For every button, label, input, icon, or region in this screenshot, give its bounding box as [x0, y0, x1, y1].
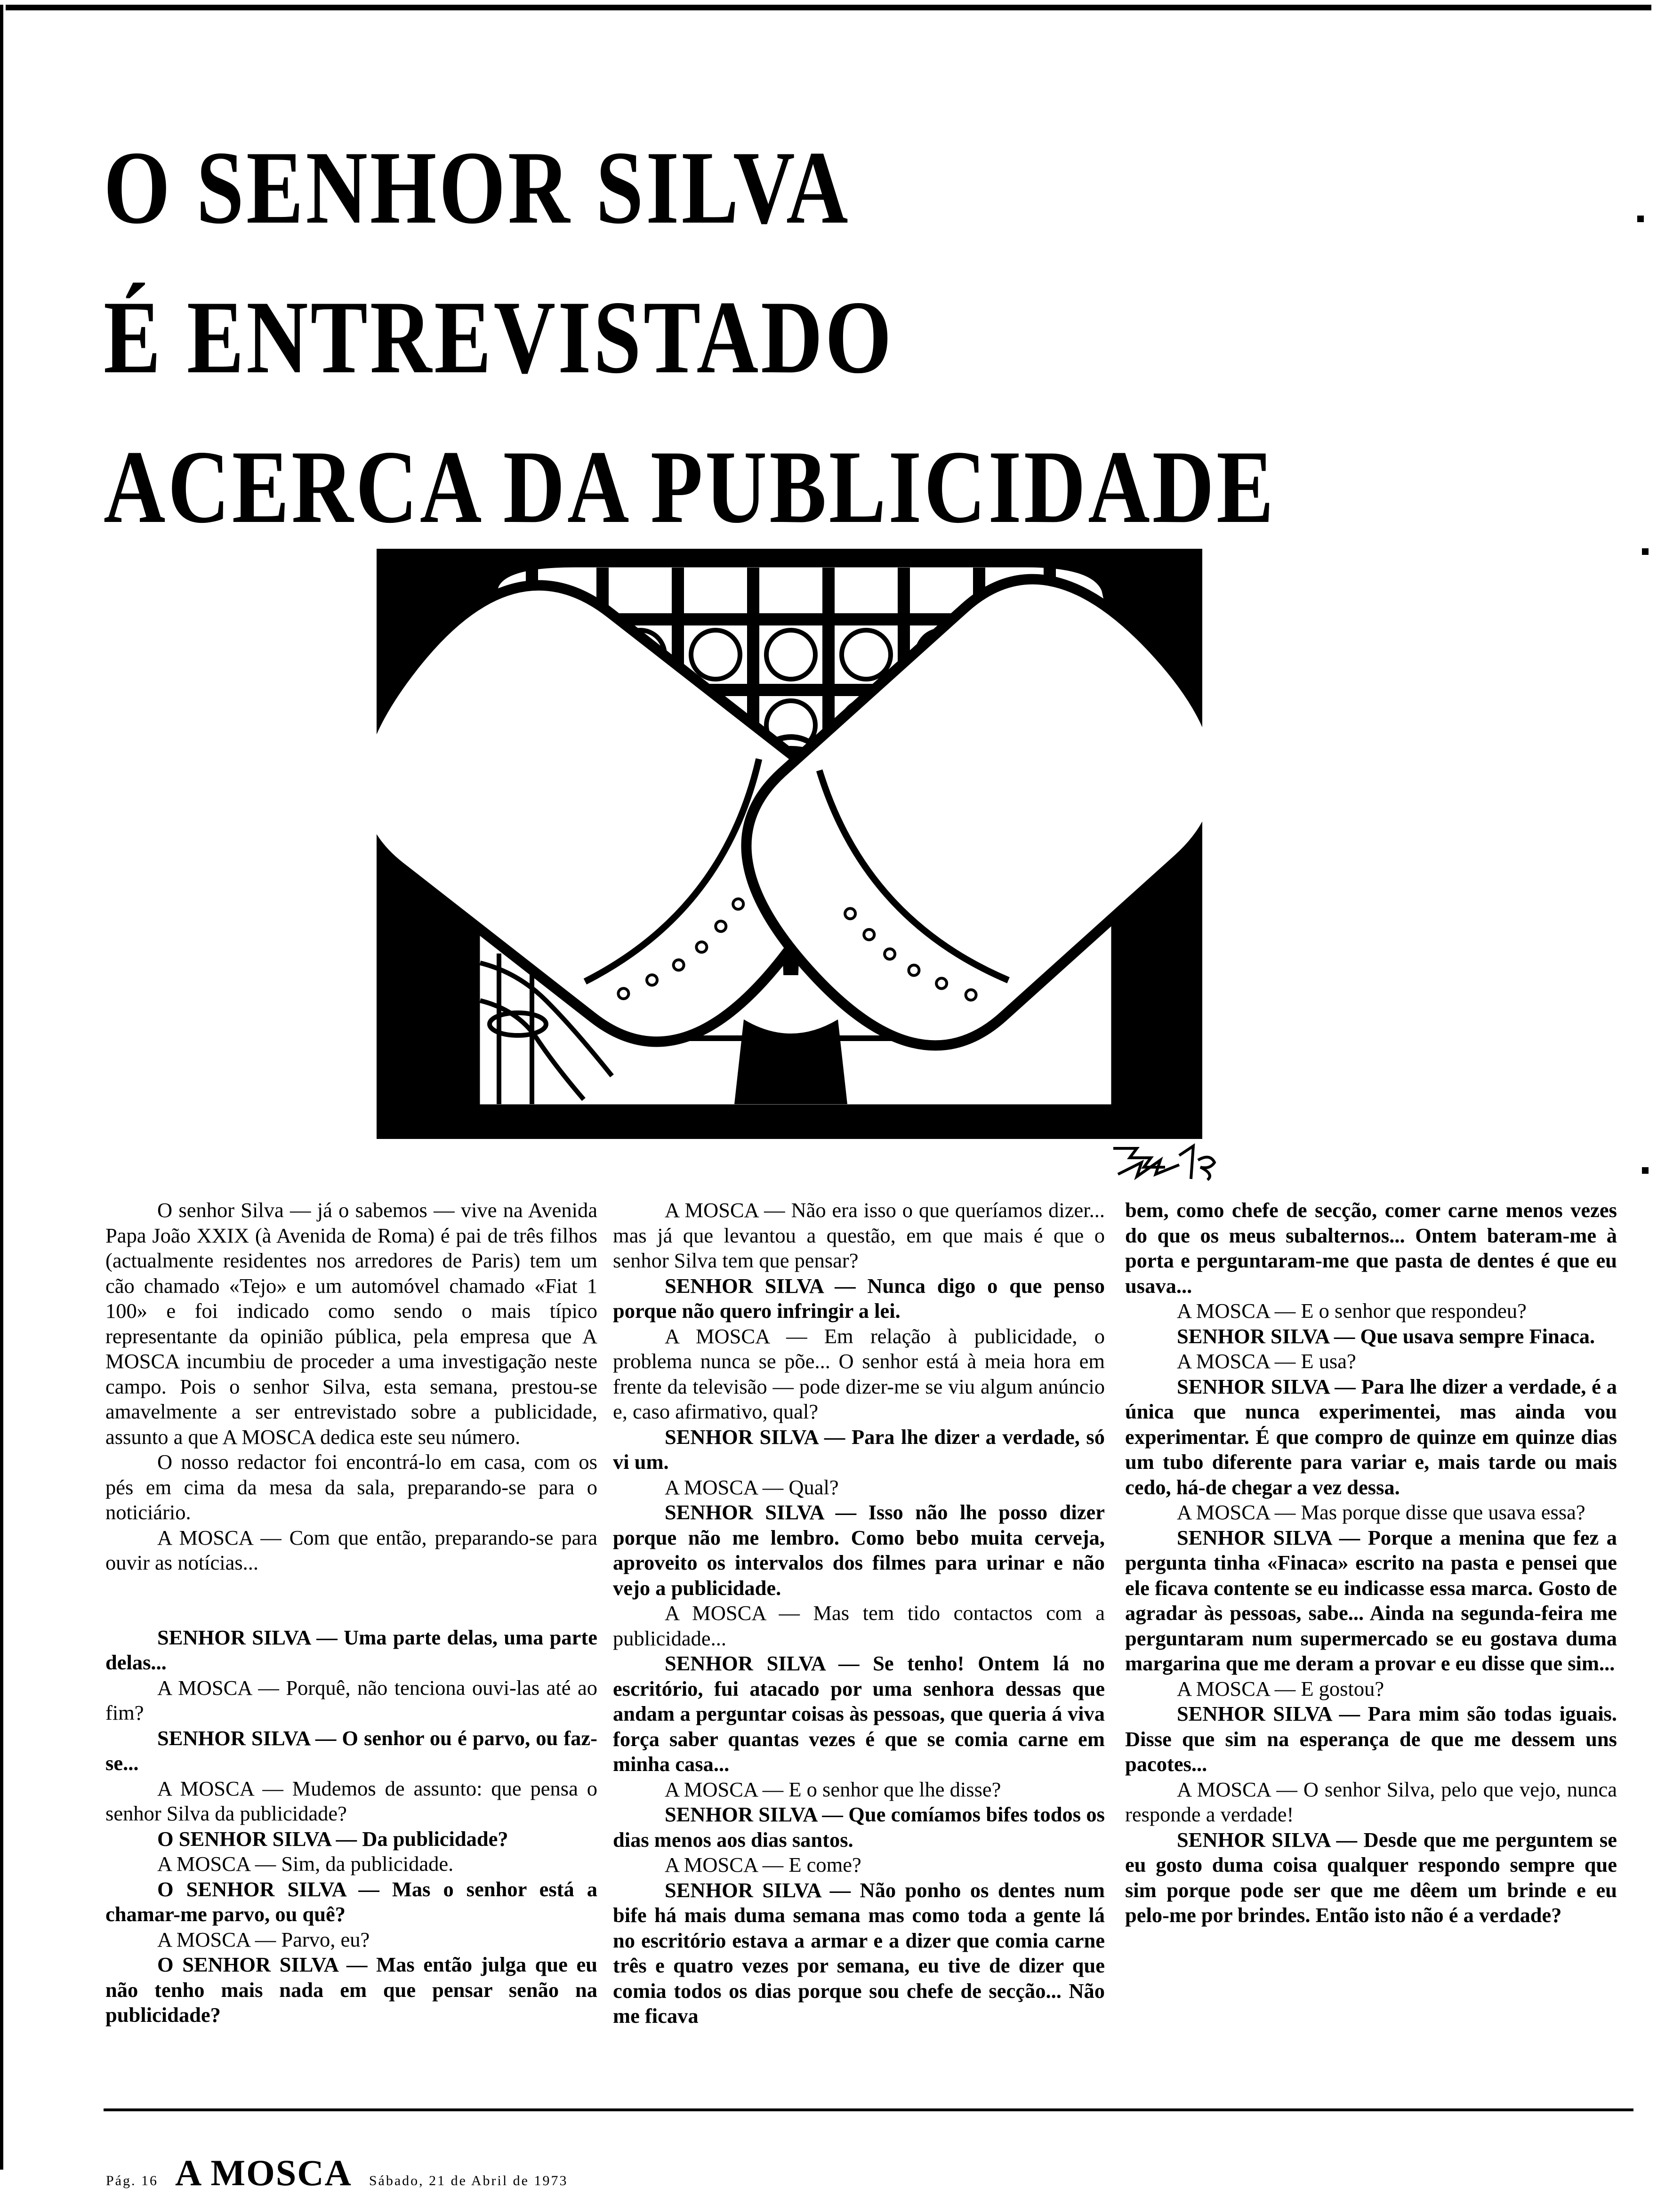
answer-paragraph: SENHOR SILVA — Isso não lhe posso dizer porque não me lembro. Como bebo muita cerveja, aproveito os intervalos dos filmes para urinar e não vejo a publicidade. [613, 1500, 1105, 1600]
headline-line-3: ACERCA DA PUBLICIDADE [104, 429, 1276, 545]
answer-paragraph: O SENHOR SILVA — Mas então julga que eu não tenho mais nada em que pensar senão na publicidade? [105, 1953, 597, 2027]
top-rule [6, 5, 1651, 10]
answer-paragraph: SENHOR SILVA — Se tenho! Ontem lá no escritório, fui atacado por uma senhora dessas que andam a perguntar coisas às pessoas, que queria á viva força saber quantas vezes é que se comia carne em minha casa... [613, 1651, 1105, 1776]
answer-paragraph: SENHOR SILVA — Porque a menina que fez a pergunta tinha «Finaca» escrito na pasta e pensei que ele ficava contente se eu indicasse essa marca. Gosto de agradar às pessoas, sabe... Ainda na segunda-feira me perguntaram num supermercado se eu gostava duma margarina que me deram a provar e eu disse que sim... [1125, 1525, 1617, 1675]
paragraph: O senhor Silva — já o sabemos — vive na Avenida Papa João XXIX (à Avenida de Roma) é pai de três filhos (actualmente residentes nos arredores de Paris) tem um cão chamado «Tejo» e um automóvel chamado «Fiat 1 100» e foi indicado como sendo o mais típico representante da opinião pública, pela empresa que A MOSCA incumbiu de proceder a uma investigação neste campo. Pois o senhor Silva, esta semana, prestou-se amavelmente a ser entrevistado sobre a publicidade, assunto a que A MOSCA dedica este seu número. [105, 1198, 597, 1449]
question-paragraph: A MOSCA — Não era isso o que queríamos dizer... mas já que levantou a questão, em que mais é que o senhor Silva tem que pensar? [613, 1198, 1105, 1272]
answer-paragraph: SENHOR SILVA — Que usava sempre Finaca. [1177, 1324, 1595, 1348]
paragraph: O nosso redactor foi encontrá-lo em casa, com os pés em cima da mesa da sala, preparando-se para o noticiário. [105, 1450, 597, 1524]
answer-paragraph: SENHOR SILVA — Para mim são todas iguais. Disse que sim na esperança de que me dessem uns pacotes... [1125, 1702, 1617, 1776]
answer-paragraph: SENHOR SILVA — Para lhe dizer a verdade, é a única que nunca experimentei, mas ainda vou experimentar. É que compro de quinze em quinze dias um tubo diferente para variar e, mais tarde ou mais cedo, há-de chegar a vez dessa. [1125, 1374, 1617, 1499]
question-paragraph: A MOSCA — Mas porque disse que usava essa? [1177, 1500, 1585, 1524]
question-paragraph: A MOSCA — Qual? [665, 1475, 839, 1499]
page-number: Pág. 16 [106, 2173, 158, 2188]
question-paragraph: A MOSCA — E o senhor que respondeu? [1177, 1299, 1527, 1322]
print-speck [1642, 1167, 1649, 1174]
left-edge-rule [0, 5, 3, 2170]
article-column-2 [613, 1198, 1105, 2029]
answer-paragraph: SENHOR SILVA — Nunca digo o que penso porque não quero infringir a lei. [613, 1274, 1105, 1322]
question-paragraph: A MOSCA — Porquê, não tenciona ouvi-las até ao fim? [105, 1675, 597, 1724]
answer-paragraph: SENHOR SILVA — Não ponho os dentes num bife há mais duma semana mas como toda a gente lá no escritório estava a armar e a dizer que comia carne três e quatro vezes por semana, eu tive de dizer que comia todos os dias porque sou chefe de secção... Não me ficava [613, 1878, 1105, 2028]
question-paragraph: A MOSCA — E usa? [1177, 1349, 1356, 1373]
question-paragraph: A MOSCA — Em relação à publicidade, o problema nunca se põe... O senhor está à meia hora em frente da televisão — pode dizer-me se viu algum anúncio e, caso afirmativo, qual? [613, 1324, 1105, 1423]
issue-date: Sábado, 21 de Abril de 1973 [369, 2173, 568, 2188]
print-speck [1637, 216, 1644, 222]
spacer [105, 1576, 597, 1625]
question-paragraph: A MOSCA — O senhor Silva, pelo que vejo, nunca responde a verdade! [1125, 1777, 1617, 1826]
headline [104, 113, 1276, 562]
headline-line-2: É ENTREVISTADO [104, 280, 894, 395]
question-paragraph: A MOSCA — E gostou? [1177, 1676, 1384, 1700]
question-paragraph: A MOSCA — E come? [665, 1853, 861, 1876]
answer-paragraph: SENHOR SILVA — Para lhe dizer a verdade, só vi um. [613, 1425, 1105, 1474]
question-paragraph: A MOSCA — Sim, da publicidade. [157, 1852, 454, 1875]
answer-continuation: bem, como chefe de secção, comer carne menos vezes do que os meus subalternos... Ontem bateram-me à porta e perguntaram-me que pasta de dentes é que eu usava... [1125, 1198, 1617, 1298]
question-paragraph: A MOSCA — Parvo, eu? [157, 1927, 370, 1951]
question-paragraph: A MOSCA — Mudemos de assunto: que pensa o senhor Silva da publicidade? [105, 1776, 597, 1825]
question-paragraph: A MOSCA — E o senhor que lhe disse? [665, 1777, 1001, 1801]
cartoon-illustration [377, 549, 1202, 1139]
answer-paragraph: SENHOR SILVA — Uma parte delas, uma parte delas... [105, 1625, 597, 1674]
headline-line-1: O SENHOR SILVA [104, 130, 851, 246]
bottom-rule [104, 2108, 1633, 2111]
answer-paragraph: SENHOR SILVA — Desde que me perguntem se eu gosto duma coisa qualquer respondo sempre que sim porque pode ser que me dêem um brinde e eu pelo-me por brindes. Então isto não é a verdade? [1125, 1827, 1617, 1927]
artist-signature [1109, 1141, 1222, 1181]
article-column-3 [1125, 1198, 1617, 1928]
page-footer [106, 2152, 568, 2193]
answer-paragraph: O SENHOR SILVA — Da publicidade? [157, 1827, 508, 1851]
print-speck [1642, 548, 1649, 555]
question-paragraph: A MOSCA — Mas tem tido contactos com a publicidade... [613, 1601, 1105, 1650]
answer-paragraph: O SENHOR SILVA — Mas o senhor está a chamar-me parvo, ou quê? [105, 1877, 597, 1926]
article-column-1 [105, 1198, 597, 2028]
magazine-name: A MOSCA [175, 2152, 352, 2193]
paragraph: A MOSCA — Com que então, preparando-se para ouvir as notícias... [105, 1525, 597, 1574]
answer-paragraph: SENHOR SILVA — O senhor ou é parvo, ou faz-se... [105, 1726, 597, 1775]
answer-paragraph: SENHOR SILVA — Que comíamos bifes todos os dias menos aos dias santos. [613, 1803, 1105, 1851]
